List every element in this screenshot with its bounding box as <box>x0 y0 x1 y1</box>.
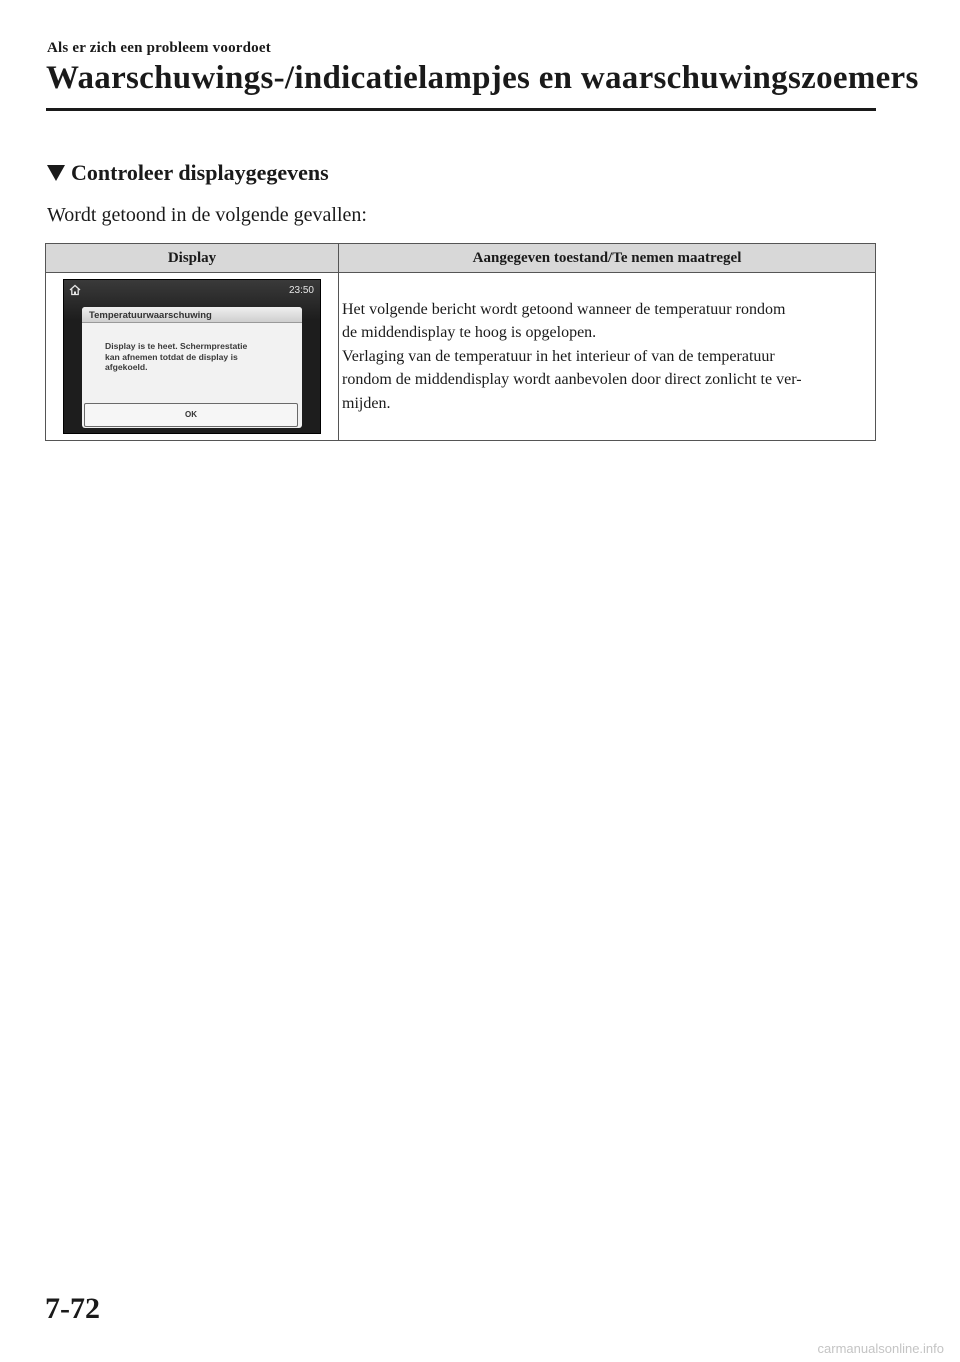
dialog-message-line: afgekoeld. <box>105 362 148 372</box>
watermark-text: carmanualsonline.info <box>817 1341 944 1356</box>
triangle-bullet-icon <box>47 165 65 181</box>
title-divider <box>46 108 876 111</box>
section-heading <box>47 160 329 186</box>
description-line: Verlaging van de temperatuur in het interieur of van de temperatuur <box>342 347 775 365</box>
intro-text: Wordt getoond in de volgende gevallen: <box>47 204 367 226</box>
description-line: rondom de middendisplay wordt aanbevolen door direct zonlicht te ver- <box>342 371 802 389</box>
page-number: 7-72 <box>45 1292 100 1325</box>
header-condition: Aangegeven toestand/Te nemen maatregel <box>339 244 876 273</box>
dialog-title: Temperatuurwaarschuwing <box>82 307 302 323</box>
home-icon <box>69 284 81 296</box>
description-line: Het volgende bericht wordt getoond wanneer de temperatuur rondom <box>342 300 786 318</box>
description-cell <box>339 273 876 441</box>
info-table <box>45 243 876 441</box>
description-text <box>339 298 875 416</box>
dialog-message-line: Display is te heet. Schermprestatie <box>105 341 248 351</box>
page-title: Waarschuwings-/indicatielampjes en waarschuwingszoemers <box>46 60 919 96</box>
chapter-label: Als er zich een probleem voordoet <box>47 40 271 56</box>
dialog-message-line: kan afnemen totdat de display is <box>105 351 238 362</box>
table-header-row <box>46 244 876 273</box>
display-cell <box>46 273 339 441</box>
description-line: de middendisplay te hoog is opgelopen. <box>342 324 597 342</box>
section-heading-text: Controleer displaygegevens <box>71 160 329 185</box>
warning-dialog <box>82 307 302 428</box>
clock-display: 23:50 <box>288 285 314 296</box>
table-row <box>46 273 876 441</box>
ok-button[interactable]: OK <box>84 403 298 427</box>
description-line: mijden. <box>342 394 391 412</box>
header-display: Display <box>46 244 339 273</box>
display-screen-illustration <box>63 279 321 434</box>
dialog-message <box>105 341 295 373</box>
